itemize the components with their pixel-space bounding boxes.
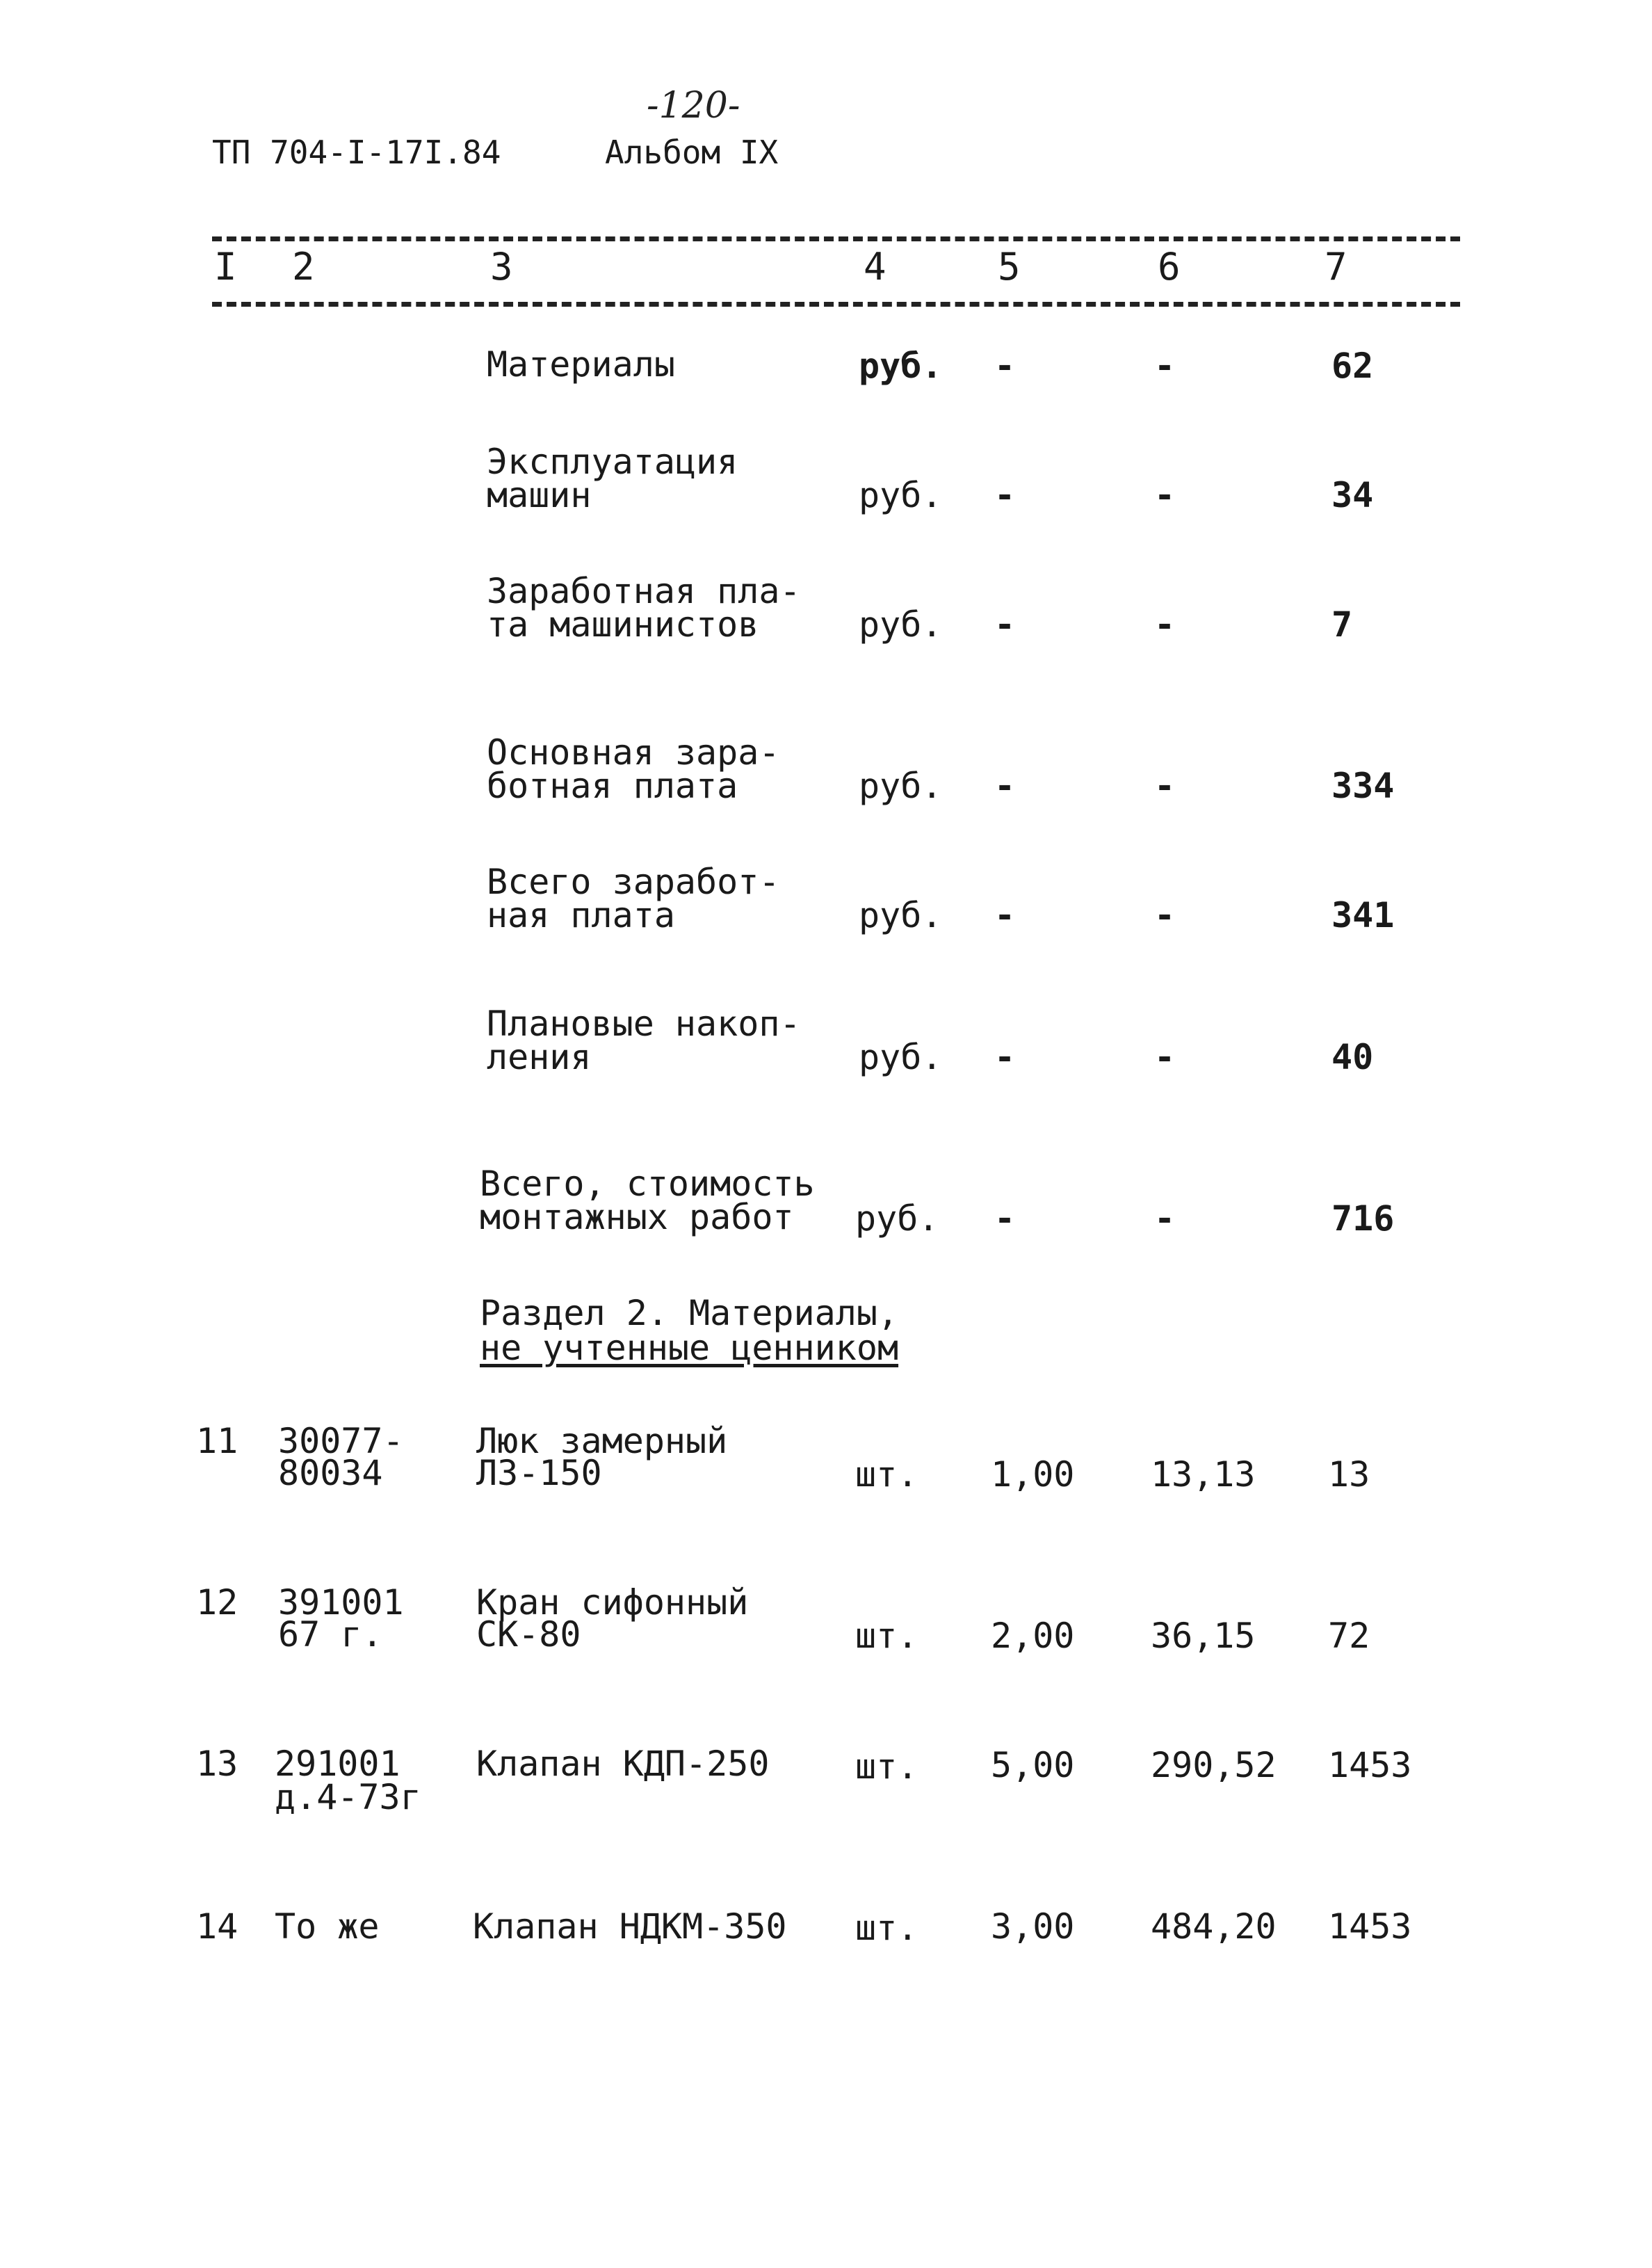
summary-name-line2: та машинистов (487, 604, 759, 645)
header-rule-top (212, 236, 1460, 241)
summary-total: 716 (1331, 1198, 1395, 1239)
summary-price: - (1154, 475, 1176, 515)
summary-name-line2: ления (487, 1037, 592, 1077)
item-code-line2: 80034 (278, 1453, 383, 1493)
item-name-line1: Клапан НДКМ-350 (473, 1906, 787, 1947)
summary-qty: - (994, 604, 1016, 645)
item-unit: шт. (855, 1908, 918, 1948)
summary-name-line2: машин (487, 475, 592, 515)
item-unit: шт. (855, 1454, 918, 1495)
item-qty: 5,00 (991, 1745, 1075, 1785)
album-label: Альбом IX (605, 134, 779, 171)
summary-qty: - (994, 1037, 1016, 1077)
item-code-line1: То же (275, 1906, 380, 1947)
item-price: 484,20 (1151, 1906, 1277, 1947)
item-code-line2: 67 г. (278, 1614, 383, 1655)
column-header-3: 3 (490, 245, 513, 289)
item-number: 11 (196, 1421, 238, 1461)
item-qty: 1,00 (991, 1454, 1075, 1495)
item-total: 13 (1328, 1454, 1370, 1495)
summary-price: - (1154, 766, 1176, 806)
summary-price: - (1154, 895, 1176, 935)
summary-qty: - (994, 475, 1016, 515)
summary-name-line1: Всего заработ- (487, 862, 780, 902)
item-price: 13,13 (1151, 1454, 1256, 1495)
summary-price: - (1154, 1198, 1176, 1239)
summary-total: 334 (1331, 766, 1395, 806)
summary-name-line2: ботная плата (487, 766, 738, 806)
summary-unit: руб. (859, 346, 943, 386)
item-unit: шт. (855, 1746, 918, 1787)
page-number: -120- (647, 85, 740, 127)
item-total: 1453 (1328, 1906, 1412, 1947)
item-total: 1453 (1328, 1745, 1412, 1785)
item-price: 36,15 (1151, 1616, 1256, 1656)
summary-name-line1: Всего, стоимость (480, 1164, 815, 1204)
item-name-line1: Клапан КДП-250 (476, 1744, 770, 1784)
item-number: 14 (196, 1906, 238, 1947)
item-number: 13 (196, 1744, 238, 1784)
item-price: 290,52 (1151, 1745, 1277, 1785)
column-header-5: 5 (998, 245, 1021, 289)
item-name-line2: ЛЗ-150 (476, 1453, 602, 1493)
summary-total: 341 (1331, 895, 1395, 935)
item-name-line1: Люк замерный (476, 1421, 728, 1461)
document-code: ТП 704-I-17I.84 (212, 134, 501, 171)
summary-name-line1: Заработная пла- (487, 571, 801, 611)
summary-total: 7 (1331, 604, 1353, 645)
summary-unit: руб. (859, 766, 943, 806)
section-title-line2: не учтенные ценником (480, 1328, 899, 1368)
summary-name-line1: Основная зара- (487, 732, 780, 773)
summary-qty: - (994, 895, 1016, 935)
item-total: 72 (1328, 1616, 1370, 1656)
section-title-line1: Раздел 2. Материалы, (480, 1293, 899, 1333)
summary-unit: руб. (859, 1037, 943, 1077)
column-header-7: 7 (1325, 245, 1347, 289)
summary-total: 34 (1331, 475, 1374, 515)
summary-name-line2: ная плата (487, 895, 675, 935)
summary-name-line1: Эксплуатация (487, 442, 738, 482)
summary-name: Материалы (487, 344, 675, 385)
summary-price: - (1154, 346, 1176, 386)
column-header-1: I (214, 245, 237, 289)
summary-total: 62 (1331, 346, 1374, 386)
item-code-line1: 30077- (278, 1421, 404, 1461)
summary-qty: - (994, 766, 1016, 806)
summary-qty: - (994, 1198, 1016, 1239)
item-code-line1: 291001 (275, 1744, 400, 1784)
column-header-2: 2 (292, 245, 315, 289)
summary-qty: - (994, 346, 1016, 386)
summary-unit: руб. (855, 1198, 939, 1239)
column-header-6: 6 (1158, 245, 1181, 289)
item-qty: 3,00 (991, 1906, 1075, 1947)
summary-unit: руб. (859, 604, 943, 645)
header-rule-bottom (212, 302, 1460, 307)
summary-unit: руб. (859, 475, 943, 515)
summary-unit: руб. (859, 895, 943, 935)
summary-price: - (1154, 604, 1176, 645)
summary-price: - (1154, 1037, 1176, 1077)
item-code-line2: д.4-73г (275, 1777, 421, 1817)
item-name-line2: СК-80 (476, 1614, 581, 1655)
column-header-4: 4 (864, 245, 886, 289)
summary-total: 40 (1331, 1037, 1374, 1077)
item-unit: шт. (855, 1616, 918, 1656)
item-code-line1: 391001 (278, 1582, 404, 1623)
item-number: 12 (196, 1582, 238, 1623)
summary-name-line2: монтажных работ (480, 1197, 794, 1237)
item-qty: 2,00 (991, 1616, 1075, 1656)
summary-name-line1: Плановые накоп- (487, 1004, 801, 1044)
item-name-line1: Кран сифонный (476, 1582, 749, 1623)
